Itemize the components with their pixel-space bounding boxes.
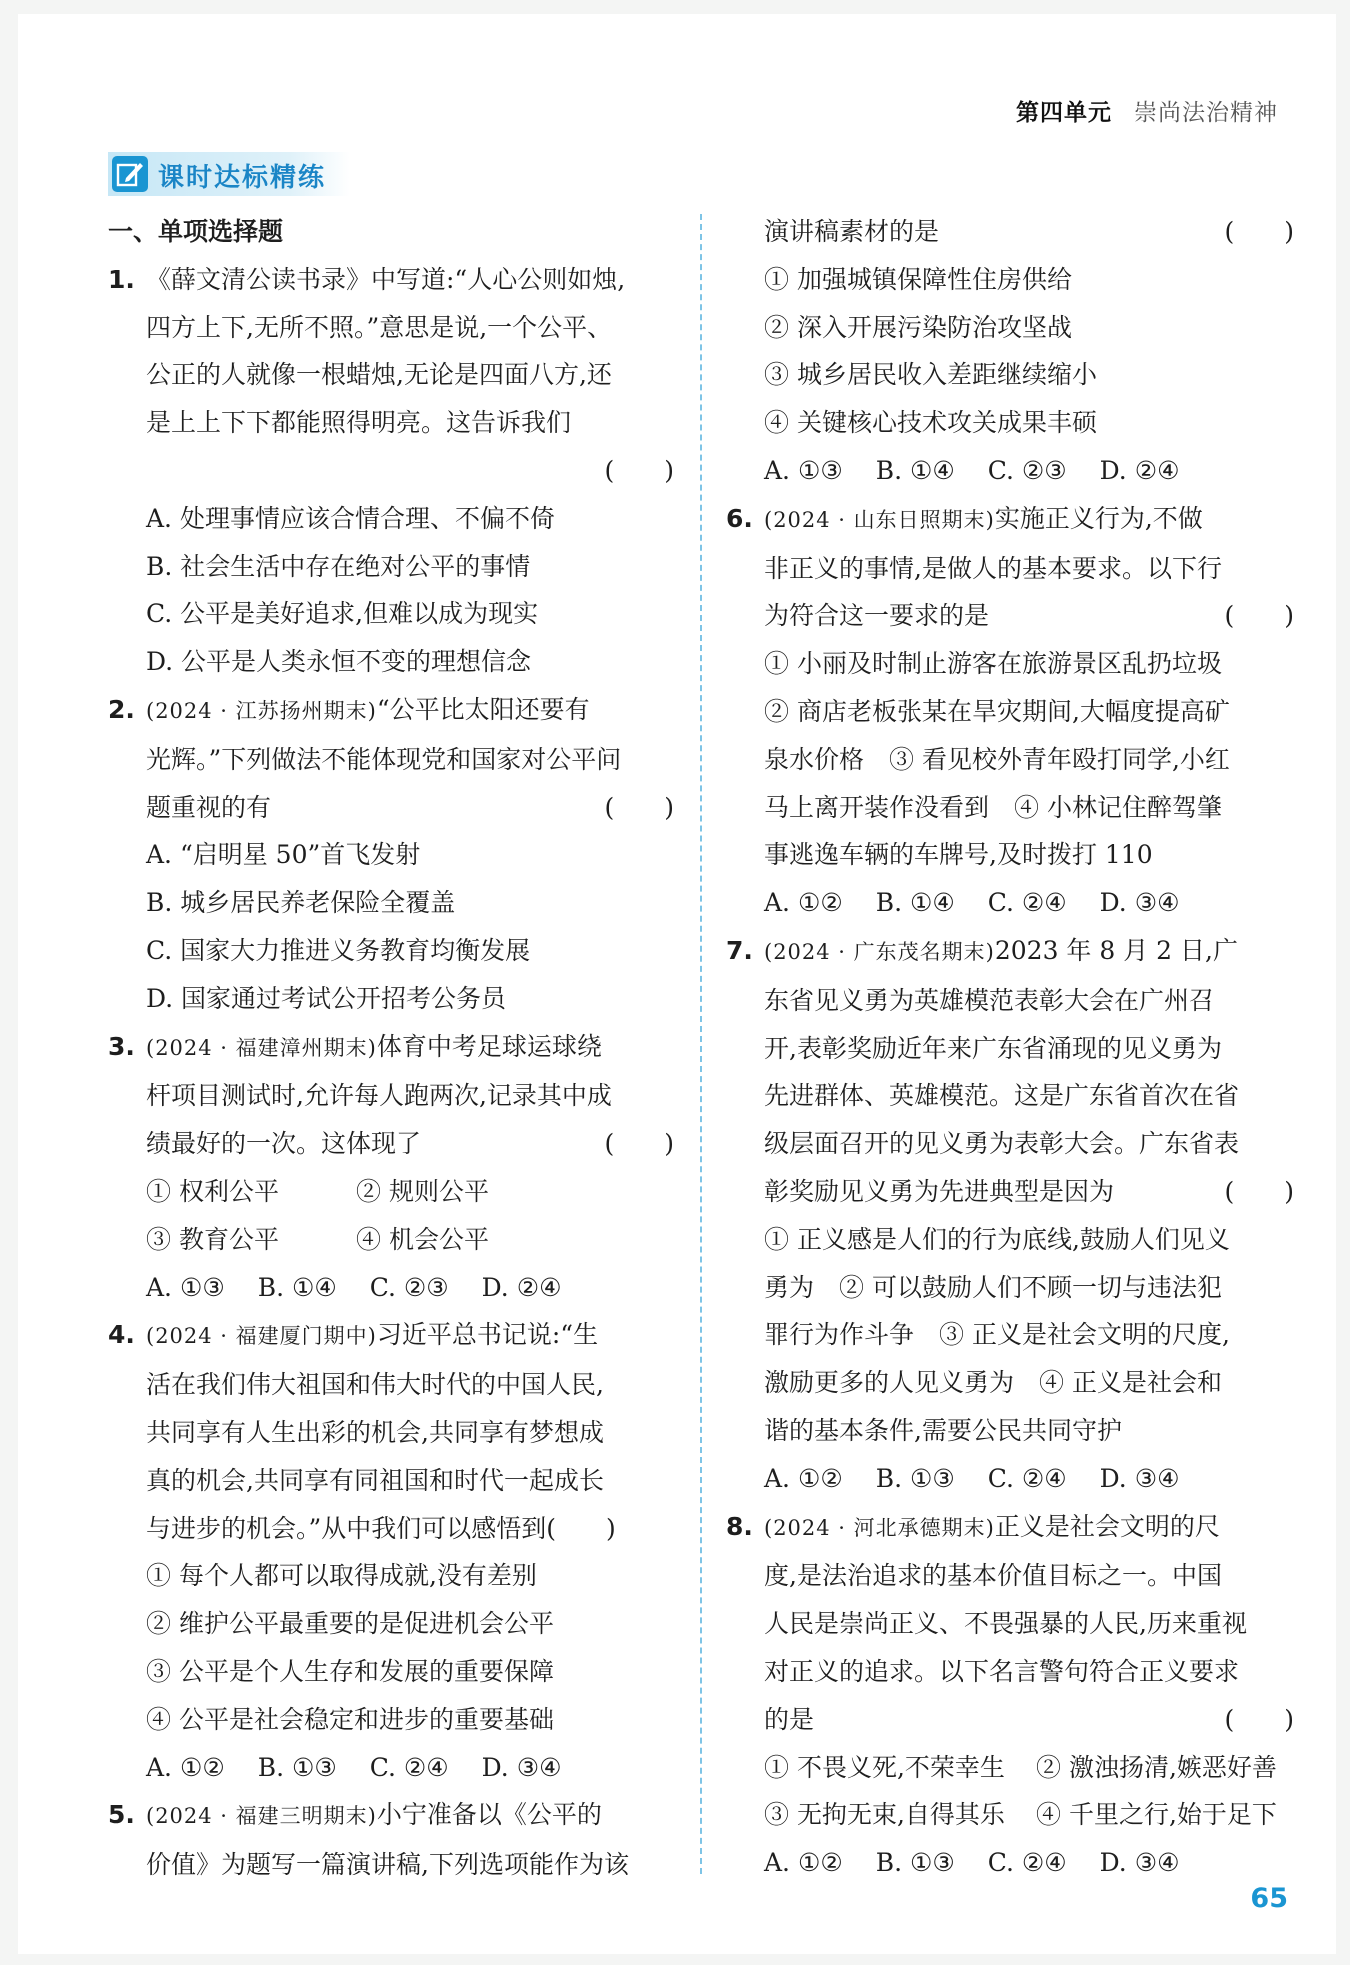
question-number: 2.	[108, 694, 135, 724]
statement-item: 勇为 ② 可以鼓励人们不顾一切与违法犯	[764, 1272, 1222, 1302]
question-4-line: 真的机会,共同享有同祖国和时代一起成长	[146, 1465, 604, 1495]
running-header	[1016, 94, 1278, 127]
question-1-line: 公正的人就像一根蜡烛,无论是四面八方,还	[146, 360, 612, 390]
statement-item: ④ 公平是社会稳定和进步的重要基础	[146, 1704, 554, 1734]
workbook-page	[18, 14, 1336, 1954]
answer-paren: ( )	[1224, 1176, 1294, 1206]
question-2-line: 2. (2024 · 江苏扬州期末)“公平比太阳还要有	[108, 686, 674, 736]
question-source: (2024 · 河北承德期末)	[764, 1515, 995, 1540]
option-c[interactable]: C. 国家大力推进义务教育均衡发展	[146, 935, 531, 965]
statement-item: 事逃逸车辆的车牌号,及时拨打 110	[764, 840, 1153, 870]
question-8-line: 度,是法治追求的基本价值目标之一。中国	[764, 1561, 1222, 1591]
answer-paren: ( )	[1224, 1704, 1294, 1734]
option-b[interactable]: B. 社会生活中存在绝对公平的事情	[146, 551, 531, 581]
question-2-line: 光辉。”下列做法不能体现党和国家对公平问	[146, 744, 622, 774]
section-tag	[108, 152, 350, 196]
question-5-line: 价值》为题写一篇演讲稿,下列选项能作为该	[146, 1850, 629, 1880]
statement-row	[108, 1168, 674, 1216]
statement-item: ① 不畏义死,不荣幸生	[764, 1752, 1005, 1782]
question-8-line: 人民是崇尚正义、不畏强暴的人民,历来重视	[764, 1609, 1247, 1639]
statement-item: ③ 城乡居民收入差距继续缩小	[764, 360, 1097, 390]
question-1-line: 1. 《薛文清公读书录》中写道:“人心公则如烛,	[108, 256, 674, 304]
statement-item: ② 商店老板张某在旱灾期间,大幅度提高矿	[764, 696, 1230, 726]
statement-item: ③ 教育公平	[146, 1224, 279, 1254]
statement-item: ① 权利公平	[146, 1176, 279, 1206]
answer-choices[interactable]: A. ①② B. ①③ C. ②④ D. ③④	[146, 1752, 562, 1782]
statement-row	[726, 1791, 1294, 1839]
statement-item: ④ 千里之行,始于足下	[1036, 1800, 1277, 1830]
answer-paren-row	[108, 447, 674, 495]
question-7-line: 级层面召开的见义勇为表彰大会。广东省表	[764, 1129, 1240, 1159]
option-b[interactable]: B. 城乡居民养老保险全覆盖	[146, 888, 456, 918]
column-divider	[700, 214, 702, 1874]
edit-pen-icon	[112, 156, 148, 192]
statement-item: ② 深入开展污染防治攻坚战	[764, 312, 1072, 342]
answer-paren: ( )	[604, 455, 674, 485]
question-3-line: 绩最好的一次。这体现了 ( )	[108, 1120, 674, 1168]
statement-item: ② 维护公平最重要的是促进机会公平	[146, 1609, 554, 1639]
question-3-line: 杆项目测试时,允许每人跑两次,记录其中成	[146, 1081, 612, 1111]
page-number: 65	[1250, 1883, 1288, 1914]
question-1-line: 四方上下,无所不照。”意思是说,一个公平、	[146, 312, 613, 342]
question-source: (2024 · 福建三明期末)	[146, 1804, 377, 1829]
question-4-line: 活在我们伟大祖国和伟大时代的中国人民,	[146, 1370, 604, 1400]
statement-row	[726, 1744, 1294, 1792]
question-7-line: 东省见义勇为英雄模范表彰大会在广州召	[764, 985, 1215, 1015]
question-number: 8.	[726, 1511, 753, 1541]
statement-item: ③ 无拘无束,自得其乐	[764, 1800, 1005, 1830]
answer-choices[interactable]: A. ①③ B. ①④ C. ②③ D. ②④	[146, 1272, 562, 1302]
unit-label: 第四单元	[1016, 100, 1112, 126]
question-6-line: 非正义的事情,是做人的基本要求。以下行	[764, 553, 1222, 583]
left-column	[108, 208, 674, 1889]
statement-item: ② 激浊扬清,嫉恶好善	[1036, 1752, 1277, 1782]
answer-choices[interactable]: A. ①② B. ①③ C. ②④ D. ③④	[764, 1848, 1180, 1878]
question-6-line: 6. (2024 · 山东日照期末)实施正义行为,不做	[726, 495, 1294, 545]
statement-item: ① 小丽及时制止游客在旅游景区乱扔垃圾	[764, 649, 1222, 679]
question-source: (2024 · 江苏扬州期末)	[146, 698, 377, 723]
statement-item: 泉水价格 ③ 看见校外青年殴打同学,小红	[764, 744, 1230, 774]
question-5-line: 演讲稿素材的是 ( )	[726, 208, 1294, 256]
question-1-line: 是上上下下都能照得明亮。这告诉我们	[146, 408, 572, 438]
question-source: (2024 · 广东茂名期末)	[764, 939, 995, 964]
answer-choices[interactable]: A. ①② B. ①④ C. ②④ D. ③④	[764, 888, 1180, 918]
right-column	[726, 208, 1294, 1887]
answer-paren: ( )	[604, 1129, 674, 1159]
section-tag-title: 课时达标精练	[158, 163, 327, 193]
question-5-line: 5. (2024 · 福建三明期末)小宁准备以《公平的	[108, 1791, 674, 1841]
unit-topic: 崇尚法治精神	[1134, 100, 1278, 126]
question-4-line: 共同享有人生出彩的机会,共同享有梦想成	[146, 1417, 604, 1447]
question-7-line: 7. (2024 · 广东茂名期末)2023 年 8 月 2 日,广	[726, 927, 1294, 977]
question-source: (2024 · 福建厦门期中)	[146, 1324, 377, 1349]
question-7-line: 彰奖励见义勇为先进典型是因为 ( )	[726, 1168, 1294, 1216]
statement-item: ③ 公平是个人生存和发展的重要保障	[146, 1656, 554, 1686]
option-c[interactable]: C. 公平是美好追求,但难以成为现实	[146, 599, 539, 629]
answer-choices[interactable]: A. ①③ B. ①④ C. ②③ D. ②④	[764, 455, 1180, 485]
question-6-line: 为符合这一要求的是 ( )	[726, 592, 1294, 640]
statement-row	[108, 1216, 674, 1264]
option-d[interactable]: D. 公平是人类永恒不变的理想信念	[146, 647, 532, 677]
statement-item: ① 正义感是人们的行为底线,鼓励人们见义	[764, 1224, 1230, 1254]
question-7-line: 开,表彰奖励近年来广东省涌现的见义勇为	[764, 1033, 1222, 1063]
question-8-line: 的是 ( )	[726, 1696, 1294, 1744]
statement-item: ① 每个人都可以取得成就,没有差别	[146, 1561, 537, 1591]
answer-choices[interactable]: A. ①② B. ①③ C. ②④ D. ③④	[764, 1463, 1180, 1493]
question-number: 3.	[108, 1031, 135, 1061]
question-7-line: 先进群体、英雄模范。这是广东省首次在省	[764, 1081, 1240, 1111]
question-number: 7.	[726, 935, 753, 965]
answer-paren: ( )	[1224, 601, 1294, 631]
question-4-line: 4. (2024 · 福建厦门期中)习近平总书记说:“生	[108, 1311, 674, 1361]
question-8-line: 对正义的追求。以下名言警句符合正义要求	[764, 1656, 1240, 1686]
statement-item: 谐的基本条件,需要公民共同守护	[764, 1415, 1122, 1445]
section-heading: 一、单项选择题	[108, 217, 284, 246]
statement-item: ① 加强城镇保障性住房供给	[764, 264, 1072, 294]
question-3-line: 3. (2024 · 福建漳州期末)体育中考足球运球绕	[108, 1023, 674, 1073]
question-number: 5.	[108, 1800, 135, 1830]
statement-item: ② 规则公平	[356, 1176, 489, 1206]
question-number: 1.	[108, 264, 135, 294]
statement-item: ④ 机会公平	[356, 1224, 489, 1254]
option-a[interactable]: A. 处理事情应该合情合理、不偏不倚	[146, 503, 555, 533]
option-d[interactable]: D. 国家通过考试公开招考公务员	[146, 983, 507, 1013]
statement-item: 罪行为作斗争 ③ 正义是社会文明的尺度,	[764, 1320, 1230, 1350]
question-number: 6.	[726, 503, 753, 533]
statement-item: ④ 关键核心技术攻关成果丰硕	[764, 408, 1097, 438]
answer-paren: ( )	[1224, 217, 1294, 246]
answer-paren: ( )	[604, 792, 674, 822]
question-4-line: 与进步的机会。”从中我们可以感悟到( )	[146, 1513, 616, 1543]
question-source: (2024 · 山东日照期末)	[764, 507, 995, 532]
question-2-line: 题重视的有 ( )	[108, 784, 674, 832]
question-number: 4.	[108, 1320, 135, 1350]
statement-item: 马上离开装作没看到 ④ 小林记住醉驾肇	[764, 792, 1222, 822]
option-a[interactable]: A. “启明星 50”首飞发射	[146, 840, 421, 870]
question-8-line: 8. (2024 · 河北承德期末)正义是社会文明的尺	[726, 1503, 1294, 1553]
statement-item: 激励更多的人见义勇为 ④ 正义是社会和	[764, 1368, 1222, 1398]
question-source: (2024 · 福建漳州期末)	[146, 1035, 377, 1060]
